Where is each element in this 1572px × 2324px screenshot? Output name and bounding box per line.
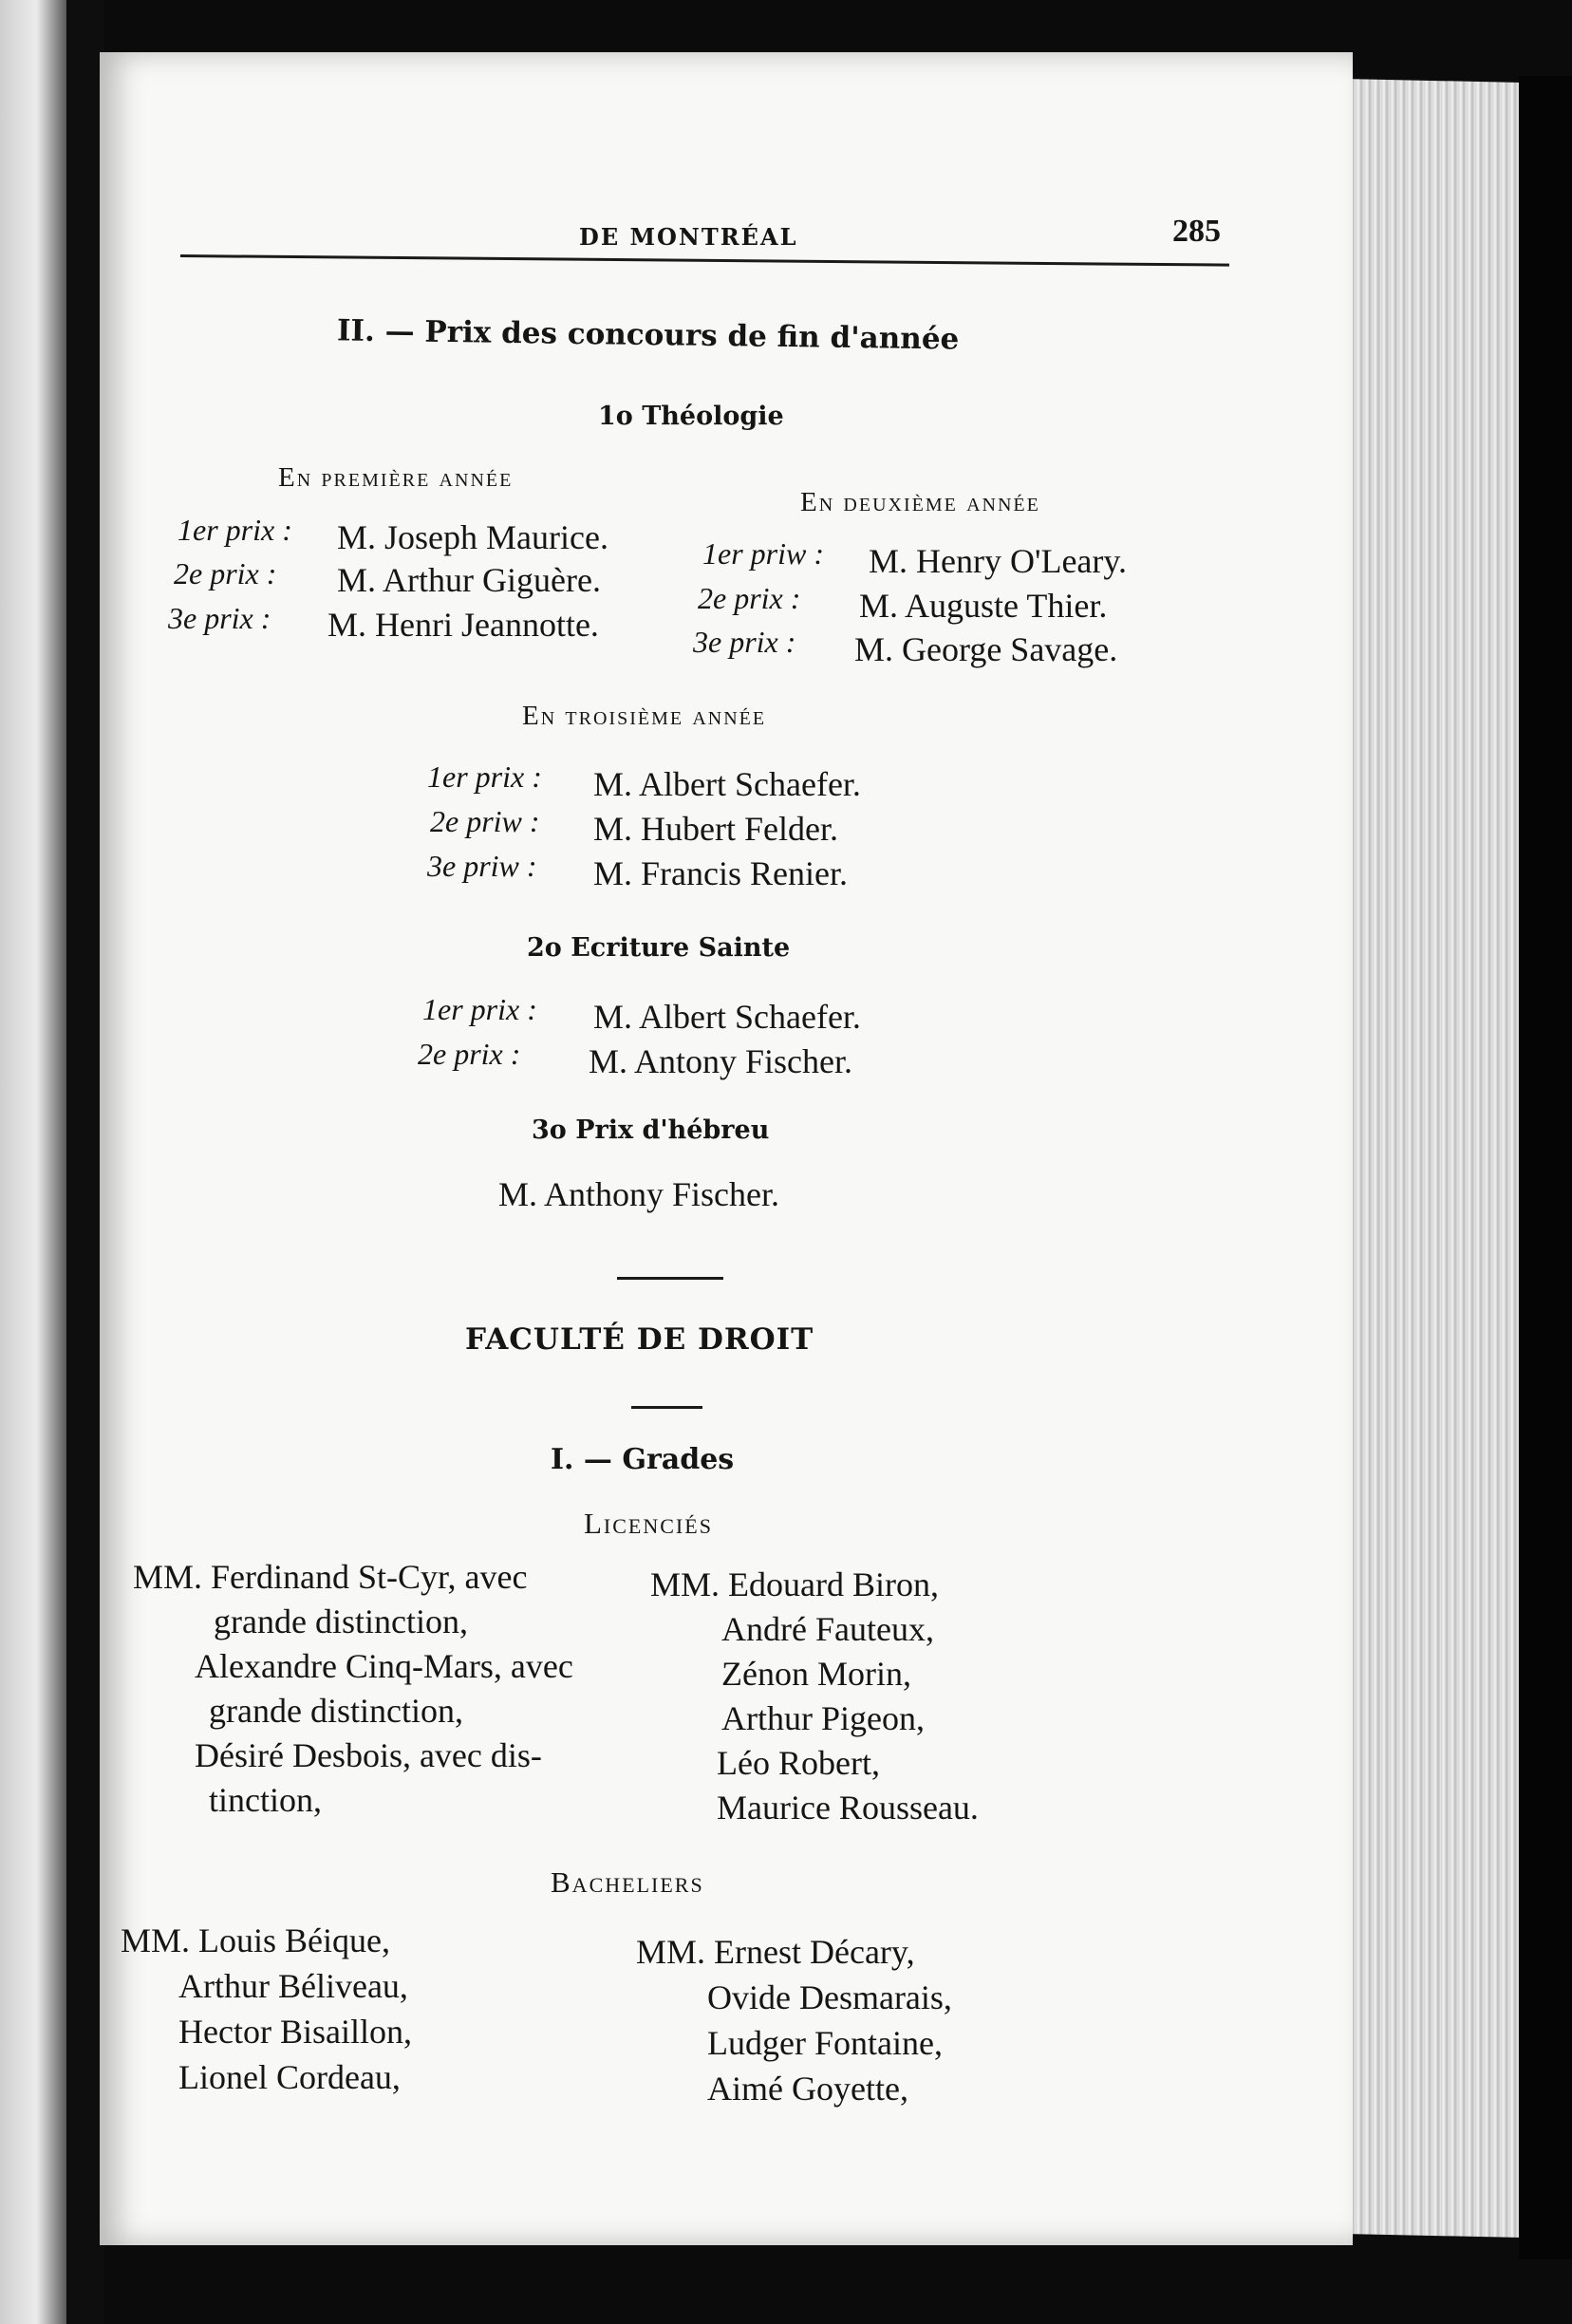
bachelier-line: Ovide Desmarais, bbox=[707, 1978, 952, 2016]
prize-name: M. Henri Jeannotte. bbox=[328, 606, 599, 644]
prize-label: 1er prix : bbox=[178, 513, 292, 547]
prize-name: M. Auguste Thier. bbox=[859, 587, 1108, 625]
bachelier-line: MM. Louis Béique, bbox=[121, 1921, 390, 1959]
prize-name: M. Joseph Maurice. bbox=[337, 518, 608, 556]
prize-label: 1er prix : bbox=[427, 759, 542, 794]
third-year-heading: En troisième année bbox=[522, 701, 767, 731]
prize-label: 2e prix : bbox=[418, 1037, 521, 1071]
licencie-line: MM. Ferdinand St-Cyr, avec bbox=[133, 1558, 528, 1596]
bachelier-line: Hector Bisaillon, bbox=[178, 2013, 412, 2051]
prize-label: 3e prix : bbox=[168, 601, 271, 635]
licencie-line: Arthur Pigeon, bbox=[721, 1699, 925, 1737]
prize-name: M. Hubert Felder. bbox=[593, 810, 838, 848]
second-year-heading: En deuxième année bbox=[800, 487, 1040, 517]
prize-label: 3e priw : bbox=[427, 849, 537, 883]
prize-name: M. Anthony Fischer. bbox=[498, 1175, 780, 1213]
prize-label: 1er prix : bbox=[422, 992, 537, 1026]
licencie-line: Alexandre Cinq-Mars, avec bbox=[195, 1647, 573, 1685]
bachelier-line: MM. Ernest Décary, bbox=[636, 1933, 915, 1971]
prize-name: M. Arthur Giguère. bbox=[337, 561, 601, 599]
prize-name: M. Francis Renier. bbox=[593, 854, 848, 892]
licencie-line: tinction, bbox=[209, 1781, 322, 1819]
theology-heading: 1o Théologie bbox=[598, 402, 784, 431]
faculty-title: FACULTÉ DE DROIT bbox=[465, 1322, 814, 1357]
first-year-heading: En première année bbox=[278, 462, 514, 493]
facing-page-edge bbox=[0, 0, 66, 2324]
licencie-line: Maurice Rousseau. bbox=[717, 1789, 979, 1827]
book-gutter bbox=[66, 0, 104, 2324]
licencie-line: André Fauteux, bbox=[721, 1610, 934, 1648]
divider-rule bbox=[617, 1277, 723, 1280]
licencie-line: grande distinction, bbox=[214, 1602, 468, 1640]
bachelier-line: Aimé Goyette, bbox=[707, 2070, 908, 2108]
divider-rule bbox=[631, 1406, 702, 1409]
page-edges bbox=[1338, 79, 1528, 2238]
section-title-prizes: II. — Prix des concours de fin d'année bbox=[336, 313, 960, 357]
prize-name: M. Albert Schaefer. bbox=[593, 765, 861, 803]
scripture-heading: 2o Ecriture Sainte bbox=[527, 933, 791, 963]
licencie-line: grande distinction, bbox=[209, 1692, 463, 1730]
prize-label: 2e prix : bbox=[698, 581, 801, 615]
bachelier-line: Arthur Béliveau, bbox=[178, 1967, 408, 2005]
page-number: 285 bbox=[1172, 214, 1221, 249]
licencie-line: Désiré Desbois, avec dis- bbox=[195, 1736, 542, 1774]
prize-name: M. Albert Schaefer. bbox=[593, 998, 861, 1036]
prize-name: M. Antony Fischer. bbox=[589, 1042, 853, 1080]
running-title: DE MONTRÉAL bbox=[579, 223, 798, 251]
page-content bbox=[100, 52, 1353, 2245]
licencie-line: Léo Robert, bbox=[717, 1744, 880, 1782]
prize-label: 2e priw : bbox=[430, 804, 540, 838]
hebrew-heading: 3o Prix d'hébreu bbox=[532, 1115, 770, 1145]
prize-name: M. George Savage. bbox=[854, 630, 1118, 668]
bachelier-line: Ludger Fontaine, bbox=[707, 2024, 943, 2062]
bacheliers-heading: Bacheliers bbox=[551, 1865, 704, 1899]
bachelier-line: Lionel Cordeau, bbox=[178, 2058, 401, 2096]
header-rule bbox=[180, 254, 1229, 267]
prize-label: 1er priw : bbox=[702, 536, 824, 571]
background-shadow bbox=[1519, 76, 1572, 2259]
licencie-line: Zénon Morin, bbox=[721, 1655, 911, 1693]
prize-name: M. Henry O'Leary. bbox=[869, 542, 1128, 580]
prize-label: 2e prix : bbox=[174, 556, 277, 590]
grades-title: I. — Grades bbox=[551, 1443, 735, 1476]
prize-label: 3e prix : bbox=[693, 625, 796, 659]
licencies-heading: Licenciés bbox=[584, 1507, 713, 1540]
licencie-line: MM. Edouard Biron, bbox=[650, 1565, 939, 1603]
